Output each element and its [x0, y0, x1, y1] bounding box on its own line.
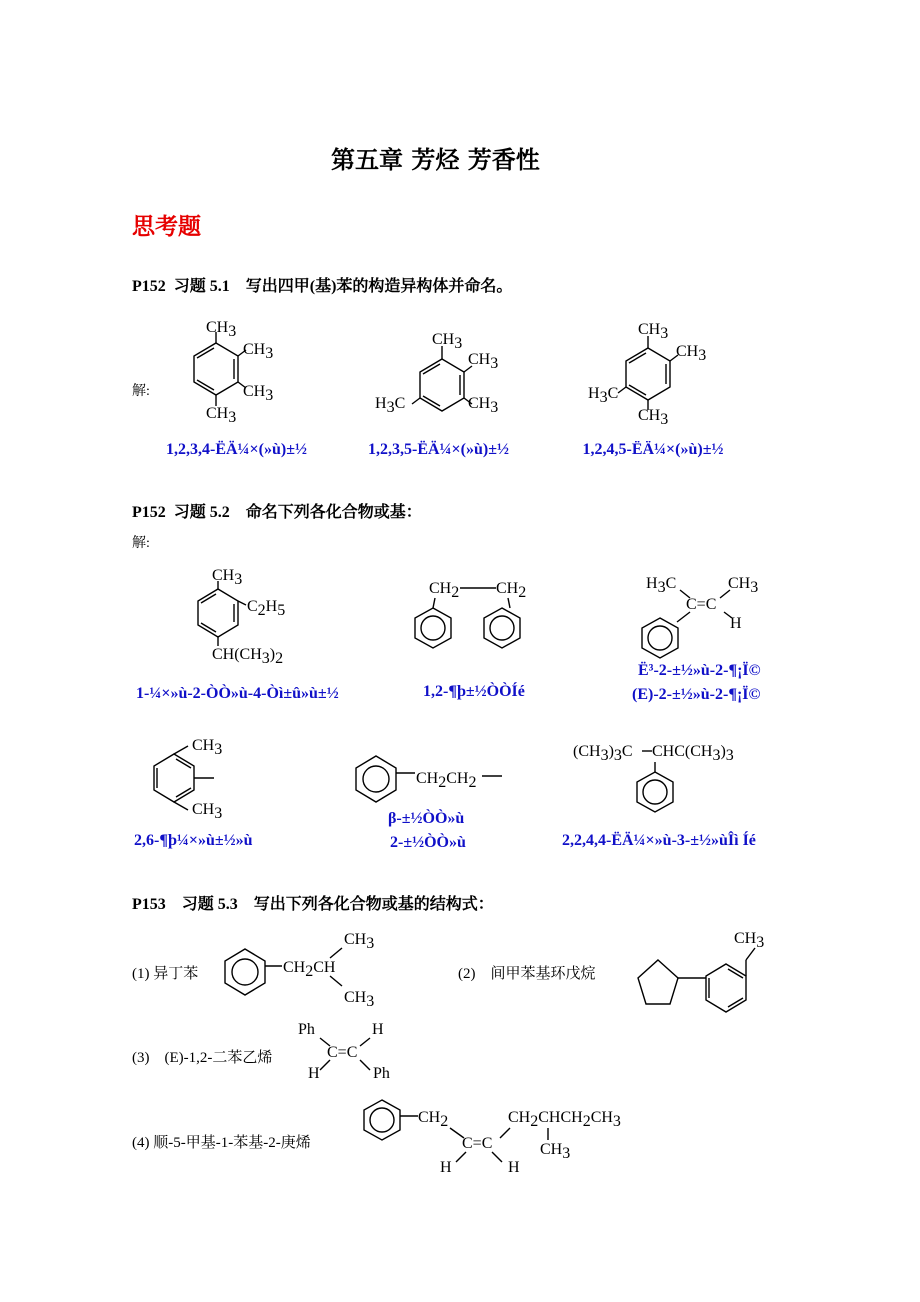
svg-text:CH3: CH3 [344, 931, 375, 952]
structure-d [154, 737, 222, 822]
q5-3-item-3: (3) (E)-1,2-二苯乙烯 [132, 1050, 273, 1066]
structure-isobutylbenzene [225, 931, 374, 1010]
caption-5-2-d: 2,6-¶þ¼×»ù±½»ù [134, 832, 253, 849]
svg-text:CH2CH2: CH2CH2 [416, 770, 477, 791]
svg-text:CH2: CH2 [429, 580, 460, 601]
svg-text:H3C: H3C [646, 575, 677, 596]
h3c-label: H3C [375, 395, 406, 416]
svg-text:H: H [308, 1065, 320, 1082]
structure-f [573, 743, 734, 812]
question-5-2-header: P152 习题 5.2 命名下列各化合物或基： [132, 504, 422, 521]
structure-1234-tetramethylbenzene [194, 319, 273, 426]
svg-text:CH2CH: CH2CH [283, 959, 336, 980]
q5-3-item-4: (4) 顺-5-甲基-1-苯基-2-庚烯 [132, 1135, 311, 1151]
ch3-label: CH3 [638, 321, 669, 342]
tetramethylbenzene-structures [150, 312, 870, 432]
svg-text:Ph: Ph [298, 1021, 315, 1038]
svg-text:CH2: CH2 [418, 1109, 449, 1130]
question-5-1-header: P152 习题 5.1 写出四甲(基)苯的构造异构体并命名。 [132, 278, 513, 295]
q5-3-item-2: (2) 间甲苯基环戊烷 [458, 966, 596, 982]
q5-3-item-1: (1) 异丁苯 [132, 966, 199, 982]
structure-e-stilbene [298, 1021, 390, 1082]
structure-e [356, 756, 502, 802]
svg-text:H: H [508, 1159, 520, 1176]
svg-text:Ph: Ph [373, 1065, 390, 1082]
ch3-label: CH3 [206, 405, 237, 426]
answer-label: 解: [132, 384, 150, 399]
svg-text:CH3: CH3 [344, 989, 375, 1010]
structure-a [198, 567, 285, 667]
svg-text:H: H [440, 1159, 452, 1176]
structure-5-methyl-1-phenyl-2-heptene [364, 1100, 621, 1176]
ch3-label: CH3 [432, 331, 463, 352]
structure-m-tolylcyclopentane [638, 930, 764, 1012]
svg-text:CH3: CH3 [540, 1141, 571, 1162]
svg-text:CH3: CH3 [734, 930, 765, 951]
ch3-label: CH3 [468, 395, 499, 416]
ch3-label: CH3 [243, 383, 274, 404]
svg-text:C=C: C=C [462, 1135, 493, 1152]
svg-text:C=C: C=C [686, 596, 717, 613]
structure-b [415, 580, 526, 648]
ch3-label: CH3 [243, 341, 274, 362]
h3c-label: H3C [588, 385, 619, 406]
caption-5-2-a: 1-¼×»ù-2-ÒÒ»ù-4-Òì±û»ù±½ [136, 685, 339, 702]
svg-text:CH2: CH2 [496, 580, 527, 601]
svg-text:C=C: C=C [327, 1044, 358, 1061]
caption-5-2-f: 2,2,4,4-ËÄ¼×»ù-3-±½»ùÎì Íé [562, 832, 756, 849]
svg-text:CH3: CH3 [192, 737, 223, 758]
question-5-3-header: P153 习题 5.3 写出下列各化合物或基的结构式： [132, 896, 494, 913]
caption-5-1-c: 1,2,4,5-ËÄ¼×(»ù)±½ [582, 441, 724, 458]
caption-5-2-e1: β-±½ÒÒ»ù [388, 810, 465, 827]
caption-5-2-c2: (E)-2-±½»ù-2-¶¡Ï© [632, 686, 761, 703]
svg-text:CH3: CH3 [728, 575, 759, 596]
svg-text:C2H5: C2H5 [247, 598, 286, 619]
svg-text:H: H [372, 1021, 384, 1038]
svg-text:CH2CHCH2CH3: CH2CHCH2CH3 [508, 1109, 621, 1130]
q5-3-structures [210, 920, 780, 1180]
page-title: 第五章 芳烃 芳香性 [331, 146, 540, 174]
ch3-label: CH3 [638, 407, 669, 428]
svg-text:CH(CH3)2: CH(CH3)2 [212, 646, 284, 667]
svg-text:CHC(CH3)3: CHC(CH3)3 [652, 743, 734, 764]
caption-5-2-b: 1,2-¶þ±½ÒÒÍé [423, 683, 525, 700]
section-heading: 思考题 [132, 214, 201, 240]
caption-5-2-e2: 2-±½ÒÒ»ù [390, 834, 466, 851]
caption-5-2-c1: Ë³-2-±½»ù-2-¶¡Ï© [638, 662, 761, 679]
q5-2-structures [130, 560, 810, 860]
svg-text:CH3: CH3 [192, 801, 223, 822]
structure-1245-tetramethylbenzene [588, 321, 706, 428]
svg-text:H: H [730, 615, 742, 632]
ch3-label: CH3 [206, 319, 237, 340]
structure-c [642, 575, 758, 658]
answer-label: 解: [132, 536, 150, 551]
svg-text:(CH3)3C: (CH3)3C [573, 743, 633, 764]
caption-5-1-a: 1,2,3,4-ËÄ¼×(»ù)±½ [166, 441, 308, 458]
svg-text:CH3: CH3 [212, 567, 243, 588]
ch3-label: CH3 [676, 343, 707, 364]
caption-5-1-b: 1,2,3,5-ËÄ¼×(»ù)±½ [368, 441, 510, 458]
ch3-label: CH3 [468, 351, 499, 372]
structure-1235-tetramethylbenzene [375, 331, 498, 416]
